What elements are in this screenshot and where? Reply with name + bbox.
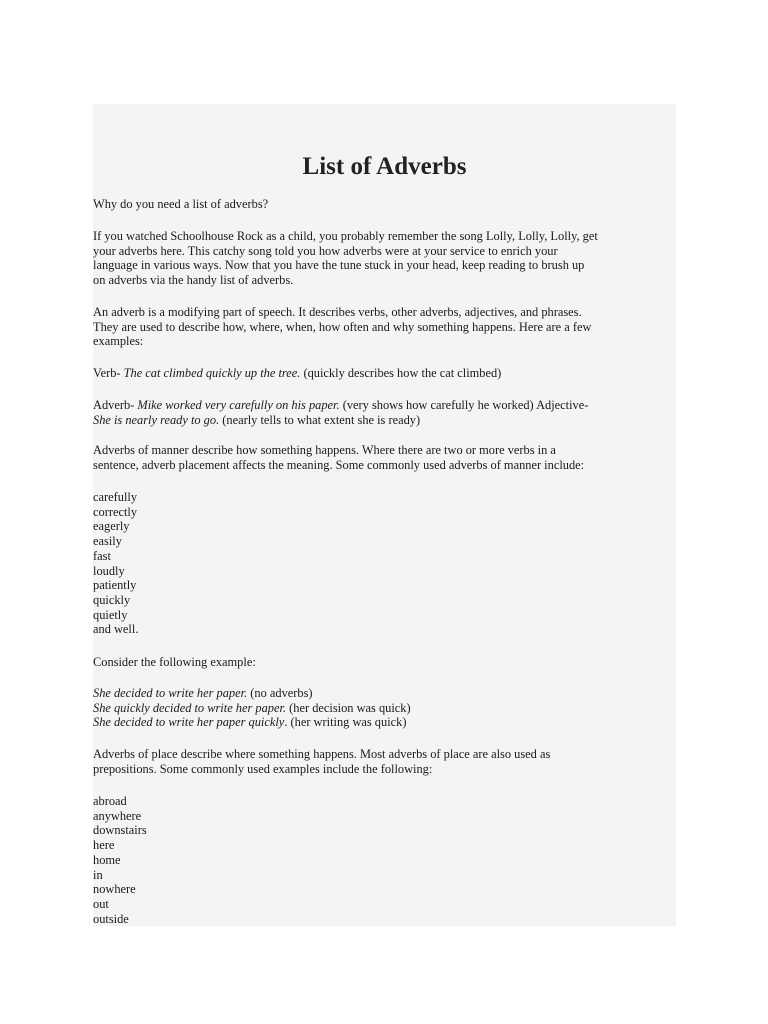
text-line: Adverbs of place describe where something happens. Most adverbs of place are also used as bbox=[93, 747, 551, 761]
text-line: Adverbs of manner describe how something happens. Where there are two or more verbs in a bbox=[93, 443, 556, 457]
example-sentence: She quickly decided to write her paper. bbox=[93, 700, 287, 715]
example-sentence: She decided to write her paper. bbox=[93, 686, 248, 700]
example-note: (very shows how carefully he worked) Adjective- bbox=[339, 398, 589, 412]
list-item: patiently bbox=[93, 578, 137, 593]
example-note: . (her writing was quick) bbox=[284, 715, 407, 730]
text-line: on adverbs via the handy list of adverbs. bbox=[93, 273, 294, 288]
adverb-example bbox=[93, 398, 668, 427]
example-line bbox=[93, 686, 668, 701]
example-label: Adverb- bbox=[93, 398, 138, 412]
list-item: quickly bbox=[93, 592, 131, 607]
list-item: here bbox=[93, 838, 115, 853]
example-note: (her decision was quick) bbox=[286, 700, 411, 715]
list-item: carefully bbox=[93, 490, 138, 504]
list-item: nowhere bbox=[93, 882, 136, 897]
manner-adverb-list bbox=[93, 490, 668, 637]
text-line: If you watched Schoolhouse Rock as a child, you probably remember the song Lolly, Lolly, Lolly, get bbox=[93, 229, 598, 243]
list-item: quietly bbox=[93, 607, 128, 622]
list-item: correctly bbox=[93, 504, 138, 519]
verb-example bbox=[93, 366, 668, 381]
list-item: abroad bbox=[93, 794, 127, 808]
document-page bbox=[93, 104, 676, 926]
example-sentence: She decided to write her paper quickly bbox=[93, 715, 285, 730]
page-title: List of Adverbs bbox=[302, 153, 467, 180]
list-item: fast bbox=[93, 548, 111, 563]
text-line: prepositions. Some commonly used examples include the following: bbox=[93, 761, 433, 776]
place-paragraph bbox=[93, 747, 668, 776]
list-item: outside bbox=[93, 911, 129, 926]
example-sentence: Mike worked very carefully on his paper. bbox=[137, 398, 340, 412]
example-line bbox=[93, 701, 668, 716]
text-line: An adverb is a modifying part of speech. It describes verbs, other adverbs, adjectives, and phrases. bbox=[93, 305, 582, 319]
list-item: and well. bbox=[93, 622, 139, 637]
list-item: home bbox=[93, 852, 121, 867]
list-item: eagerly bbox=[93, 519, 130, 534]
text-line: language in various ways. Now that you have the tune stuck in your head, keep reading to brush up bbox=[93, 258, 585, 273]
text-line: your adverbs here. This catchy song told you how adverbs were at your service to enrich your bbox=[93, 243, 558, 258]
text-line bbox=[93, 413, 668, 428]
list-item: downstairs bbox=[93, 823, 147, 838]
text-line bbox=[93, 398, 668, 413]
list-item: easily bbox=[93, 534, 122, 549]
example-note: (quickly describes how the cat climbed) bbox=[300, 366, 502, 380]
text-line: sentence, adverb placement affects the meaning. Some commonly used adverbs of manner include: bbox=[93, 457, 585, 472]
text-line: examples: bbox=[93, 334, 144, 349]
example-sentences bbox=[93, 686, 668, 730]
example-note: (nearly tells to what extent she is ready) bbox=[219, 412, 421, 427]
example-note: (no adverbs) bbox=[247, 686, 313, 700]
text-line: They are used to describe how, where, when, how often and why something happens. Here are a few bbox=[93, 319, 592, 334]
consider-line: Consider the following example: bbox=[93, 655, 256, 669]
list-item: loudly bbox=[93, 563, 125, 578]
schoolhouse-paragraph bbox=[93, 229, 668, 288]
list-item: anywhere bbox=[93, 808, 142, 823]
list-item: out bbox=[93, 896, 109, 911]
manner-paragraph bbox=[93, 443, 668, 472]
list-item: in bbox=[93, 867, 103, 882]
example-sentence: She is nearly ready to go. bbox=[93, 412, 220, 427]
definition-paragraph bbox=[93, 305, 668, 349]
example-line bbox=[93, 715, 668, 730]
place-adverb-list bbox=[93, 794, 668, 926]
example-label: Verb- bbox=[93, 366, 124, 380]
example-sentence: The cat climbed quickly up the tree. bbox=[123, 366, 301, 380]
intro-question: Why do you need a list of adverbs? bbox=[93, 197, 269, 211]
